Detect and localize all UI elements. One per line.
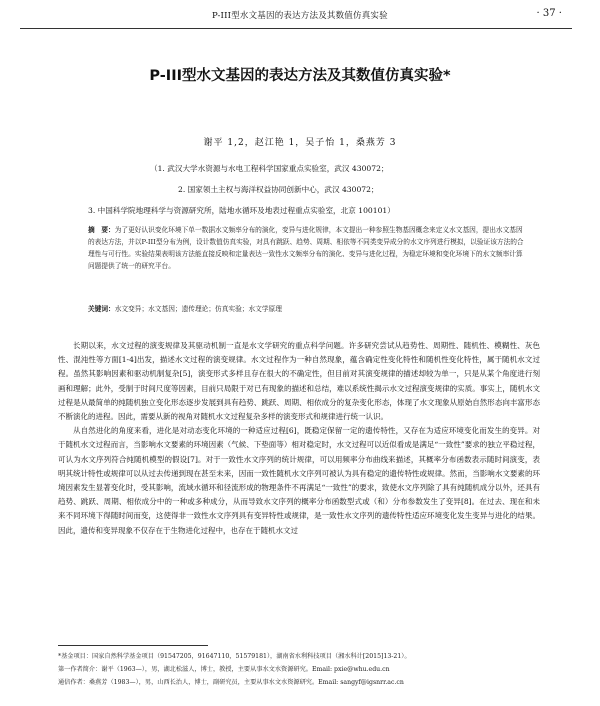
abstract-label: 摘 要： [88,226,115,234]
paragraph-2: 从自然进化的角度来看，进化是对动态变化环境的一种适应过程[6]，既稳定保留一定的遗传特性，又存在为适应环境变化而发生的变异。对于随机水文过程而言，当影响水文要素的环境因素（气候、下垫面等）相对稳定时，水文过程可以近似看成是满足“一致性”要求的独立平稳过程，可认为水文序列符合纯随机模型的假设[7]。对于一致性水文序列的统计规律，可以用频率分布曲线来描述，其概率分布函数表示随时间演变，表明其统计特性或规律可以从过去传递到现在甚至未来，因而一致性随机水文序列可被认为具有稳定的遗传特性或规律。然而，当影响水文要素的环境因素发生显著变化时，受其影响，流域水循环和径流形成的物理条件不再满足“一致性”的要求，致使水文序列除了具有纯随机成分以外，还具有趋势、跳跃、周期、相依成分中的一种或多种成分，从而导致水文序列的概率分布函数型式或（和）分布参数发生了变异[8]。在过去、现在和未来不同环境下得随时间而变，这使得非一致性水文序列具有变异特性或规律，是一致性水文序列的遗传特性适应环境变化发生变异与进化的结果。因此，遗传和变异现象不仅存在于生物进化过程中，也存在于随机水文过 [58,426,540,535]
footnote-corresponding-author: 通信作者：桑燕芳（1983—），男，山西长治人，博士，副研究员，主要从事水文水资源研究。Email: sangyf@igsnrr.ac.cn [58,679,404,686]
footnote-rule [58,645,208,646]
affiliation-2: 2. 国家领土主权与海洋权益协同创新中心，武汉 430072； [178,185,379,194]
abstract-text: 为了更好认识变化环境下单一数据水文频率分布的演化，变异与进化规律，本文提出一种参照生物基因概念来定义水文基因，提出水文基因的表达方法，并以P-III型分布为例，设计数值仿真实验，对具有跳跃、趋势、周期、相依等不同类变异成分的水文序列进行模拟，以验证该方法的合理性与可行性。实验结果表明该方法能直接反映和定量表达一致性水文频率分布的演化、变异与进化过程，为稳定环境和变化环境下的水文频率计算问题提供了统一的研究平台。 [88,226,524,270]
running-header [0,0,600,28]
affiliations [88,158,470,221]
paragraph-1: 长期以来，水文过程的演变规律及其驱动机制一直是水文学研究的重点科学问题。许多研究尝试从趋势性、周期性、随机性、模糊性、灰色性、混沌性等方面[1-4]出发，描述水文过程的演变规律。水文过程作为一种自然现象，蕴含确定性变化特性和随机性变化特性，属于随机水文过程。虽然其影响因素和驱动机制复杂[5]，演变形式多样且存在很大的不确定性，但目前对其演变规律的描述却较为单一，只是从某个角度进行刻画和理解；此外，受制于时间尺度等因素，目前只局限于对已有现象的描述和总结，难以系统性揭示水文过程演变规律的实质。事实上，随机水文过程是从最简单的纯随机独立变化形态逐步发展到具有趋势、跳跃、周期、相依成分的复杂变化形态，体现了水文现象从原始自然形态向丰富形态不断演化的进程。因此，需要从新的视角对随机水文过程复杂多样的演变形式和规律进行统一认识。 [58,341,540,422]
affiliation-1: （1. 武汉大学水资源与水电工程科学国家重点实验室，武汉 430072； [150,164,389,173]
keywords [88,303,528,313]
footnote-first-author: 第一作者简介：谢平（1963—），男，湖北松滋人，博士，教授，主要从事水文水资源研究。Email: pxie@whu.edu.cn [58,666,390,673]
affiliation-3: 3. 中国科学院地理科学与资源研究所，陆地水循环及地表过程重点实验室，北京 100101） [88,206,395,215]
author-list: 谢平 1,2，赵江艳 1，吴子怡 1，桑燕芳 3 [203,138,397,148]
keywords-text: 水文变异；水文基因；遗传理论；仿真实验；水文学原理 [114,305,282,313]
page-number: · 37 · [536,8,562,19]
paper-title: P-III型水文基因的表达方法及其数值仿真实验* [149,68,451,84]
keywords-label: 关键词： [88,305,115,313]
abstract [88,224,528,272]
header-rule [20,28,572,29]
footnote-funding: *基金项目：国家自然科学基金项目（91547205，91647110，51579181），湖南省水利科技项目（湘水科计[2015]13-21）。 [58,653,411,660]
body-text [58,339,540,538]
running-title: P-III型水文基因的表达方法及其数值仿真实验 [212,11,388,21]
